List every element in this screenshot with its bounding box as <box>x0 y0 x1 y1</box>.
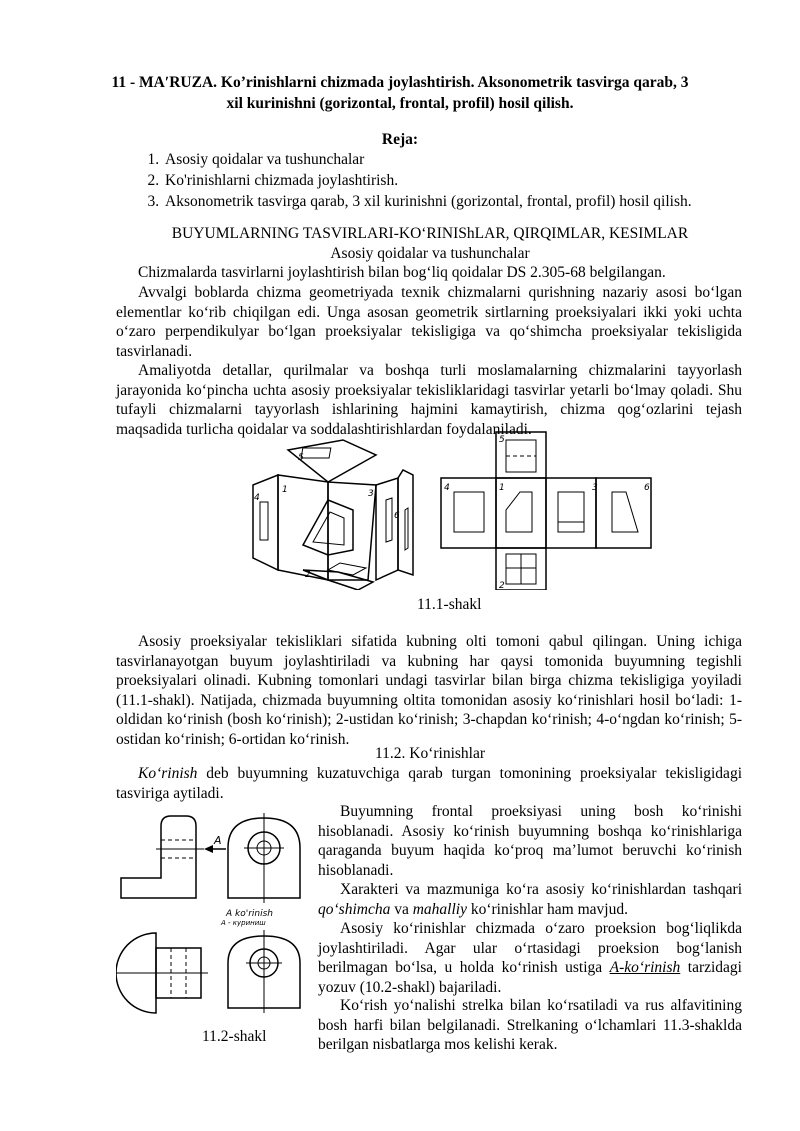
text-run: mahalliy <box>412 900 467 918</box>
figure-label: 2 <box>305 570 311 580</box>
figure-caption: 11.1-shakl <box>417 596 482 613</box>
cube-net-drawing <box>441 432 651 590</box>
text-run: va <box>390 900 413 918</box>
plan-heading: Reja: <box>381 131 419 148</box>
section-heading: 11.2. Ko‘rinishlar <box>374 745 486 762</box>
paragraph <box>318 919 742 997</box>
view-label-ru: A - куриниш <box>221 919 266 927</box>
figure-label: 3 <box>592 483 598 493</box>
text-run: ko‘rinishlar ham mavjud. <box>466 900 628 918</box>
plan-item: 1. Asosiy qoidalar va tushunchalar <box>163 149 783 170</box>
paragraph: Amaliyotda detallar, qurilmalar va boshqa turli moslamalarning chizmalarini tayyorlash jarayonida ko‘pincha uchta asosiy proeksiyalar tekisliklaridagi tasvirlar yetarli bo‘lmay qoladi. Shu tufayli chizmalarni tayyorlash ishlarining hajmini kamaytirish, chizma qog‘ozlarini tejash maqsadida turlicha qoidalar va soddalashtirishlardan foydalaniladi. <box>116 362 742 438</box>
figure-11-1 <box>248 430 668 590</box>
arrow-label: A <box>214 834 222 847</box>
plan-list <box>118 149 783 212</box>
section-heading: BUYUMLARNING TASVIRLARI-KO‘RINIShLAR, QIRQIMLAR, KESIMLAR <box>171 225 689 242</box>
side-view-drawing <box>228 813 300 903</box>
cube-isometric-drawing <box>253 440 413 590</box>
lecture-title: 11 - MAʹRUZA. Ko’rinishlarni chizmada joylashtirish. Aksonometrik tasvirga qarab, 3 xil kurinishni (gorizontal, frontal, profil) hosil qilish. <box>111 74 689 112</box>
paragraph: Buyumning frontal proeksiyasi uning bosh ko‘rinishi hisoblanadi. Asosiy ko‘rinish buyumning boshqa ko‘rinishlariga qaraganda buyum haqida ko‘proq ma’lumot beruvchi ko‘rinish hisoblanadi. <box>318 803 742 879</box>
figure-label: 6 <box>644 483 650 493</box>
figure-label: 1 <box>282 485 288 495</box>
figure-label: 4 <box>444 483 450 493</box>
plan-item: 3. Aksonometrik tasvirga qarab, 3 xil kurinishni (gorizontal, frontal, profil) hosil qilish. <box>163 191 783 212</box>
text-run: A-ko‘rinish <box>609 959 681 976</box>
text-run: tarzidagi yozuv (10.2-shakl) bajariladi. <box>318 959 742 996</box>
paragraph: Ko‘rish yo‘nalishi strelka bilan ko‘rsatiladi va rus alfavitining bosh harfi bilan belgilanadi. Strelkaning o‘lchamlari 11.3-shaklda berilgan nisbatlarga mos kelishi kerak. <box>318 997 742 1053</box>
paragraph: Chizmalarda tasvirlarni joylashtirish bilan bog‘liq qoidalar DS 2.305-68 belgilangan. <box>138 264 666 281</box>
view-label: A ko'rinish <box>226 909 274 919</box>
text-run: Xarakteri va mazmuniga ko‘ra asosiy ko‘rinishlardan tashqari <box>340 881 742 898</box>
figure-label: 2 <box>499 581 505 590</box>
text-run: Asosiy ko‘rinishlar chizmada o‘zaro proeksion bog‘liqlikda joylashtiriladi. Agar ular o‘rtasidagi proeksion bog‘lanish berilmagan bo‘lsa, u holda ko‘rinish ustiga <box>318 920 742 976</box>
term: Ko‘rinish <box>138 765 198 782</box>
plan-item: 2. Ko'rinishlarni chizmada joylashtirish. <box>163 170 783 191</box>
paragraph: Avvalgi boblarda chizma geometriyada texnik chizmalarni qurishning nazariy asosi bo‘lgan elementlar ko‘rib chiqilgan edi. Unga asosan geometrik sirtlarning proeksiyalari ikki yoki uchta o‘zaro perpendikulyar bo‘lgan proeksiyalar tekisligiga va qo‘shimcha proeksiyalar tekisligida tasvirlanadi. <box>116 284 742 360</box>
definition-paragraph <box>116 764 742 803</box>
figure-label: 1 <box>499 483 505 493</box>
section-subheading: Asosiy qoidalar va tushunchalar <box>330 245 530 262</box>
figure-caption: 11.2-shakl <box>202 1028 267 1045</box>
top-view-drawing <box>116 933 208 1013</box>
definition-text: deb buyumning kuzatuvchiga qarab turgan tomonining proeksiyalar tekisligidagi tasviriga aytiladi. <box>116 765 742 802</box>
paragraph: Asosiy proeksiyalar tekisliklari sifatida kubning olti tomoni qabul qilingan. Uning ichiga tasvirlanayotgan buyum joylashtiriladi va kubning har qaysi tomonida buyumning tegishli proeksiyalari olinadi. Kubning tomonlari undagi tasvirlar bilan birga chizma tekisligiga yoyiladi (11.1-shakl). Natijada, chizmada buyumning oltita tomonidan asosiy ko‘rinishlari hosil bo‘ladi: 1-oldidan ko‘rinish (bosh ko‘rinish); 2-ustidan ko‘rinish; 3-chapdan ko‘rinish; 4-o‘ngdan ko‘rinish; 5-ostidan ko‘rinish; 6-ortidan ko‘rinish. <box>116 633 742 748</box>
paragraph <box>318 880 742 919</box>
figure-label: 5 <box>298 453 304 463</box>
figure-label: 5 <box>499 435 505 445</box>
front-view-drawing <box>121 816 226 898</box>
figure-label: 6 <box>394 511 400 521</box>
text-run: qo‘shimcha <box>318 900 391 918</box>
figure-label: 4 <box>254 493 260 503</box>
figure-label: 3 <box>368 489 374 499</box>
figure-11-2 <box>116 808 316 1028</box>
rear-view-drawing <box>228 930 300 1013</box>
